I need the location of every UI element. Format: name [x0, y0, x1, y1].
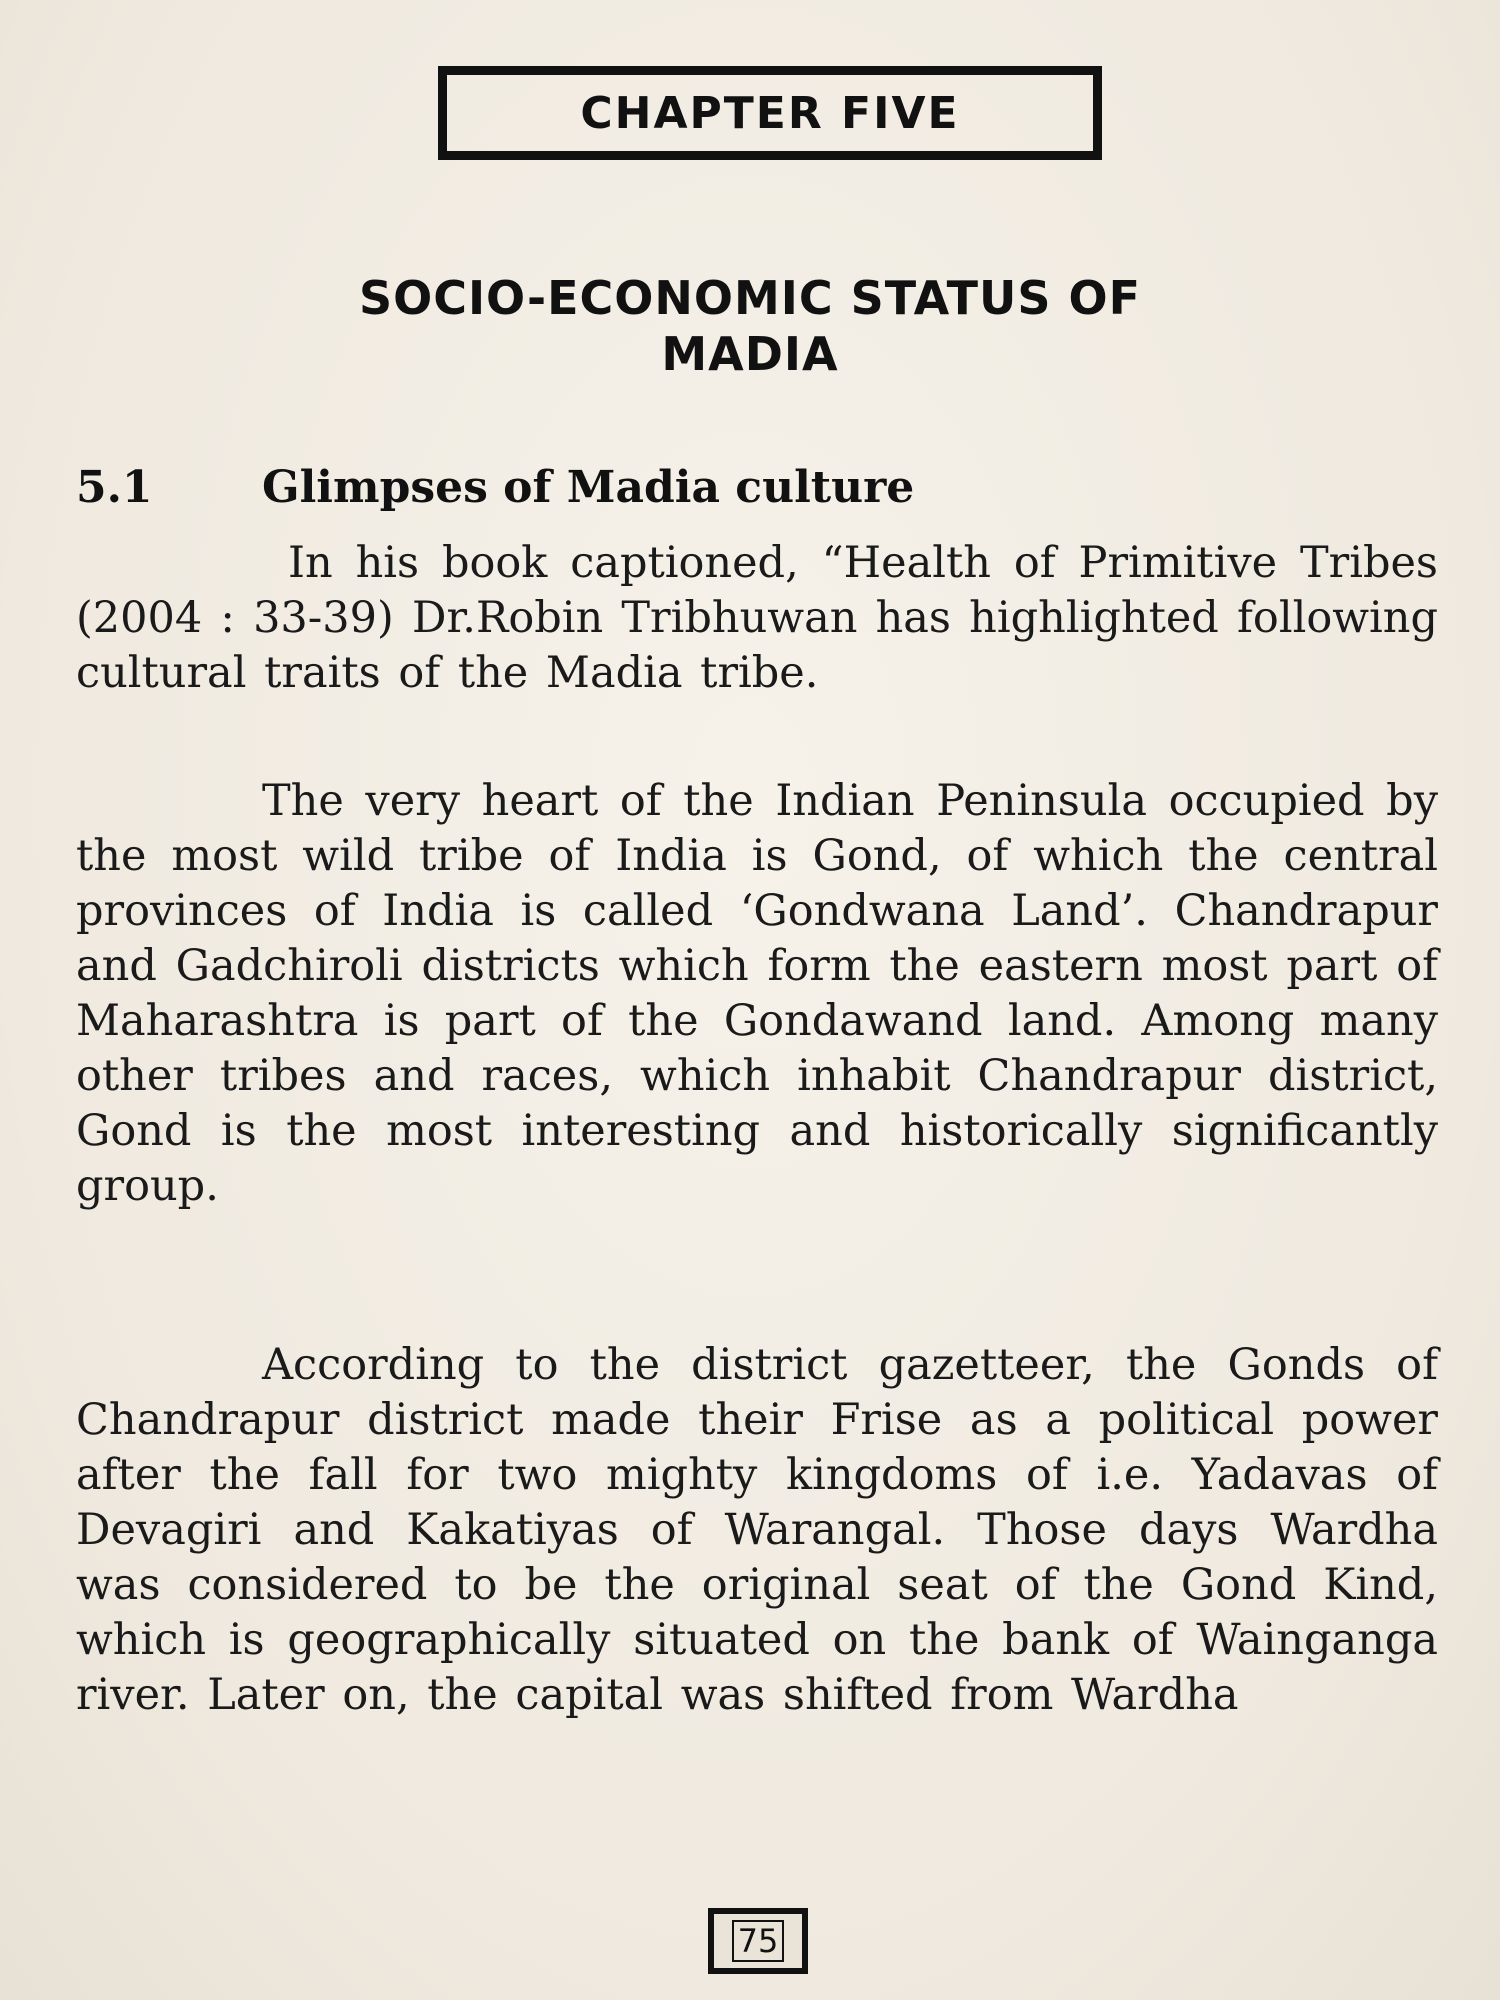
chapter-title — [60, 270, 1440, 382]
paragraph-1: In his book captioned, “Health of Primitive Tribes (2004 : 33-39) Dr.Robin Tribhuwan has highlighted following cultural traits of the Madia tribe. — [76, 538, 1438, 698]
chapter-label: CHAPTER FIVE — [580, 87, 960, 139]
chapter-title-line-1: SOCIO-ECONOMIC STATUS OF — [358, 271, 1142, 325]
page-number-box — [708, 1908, 808, 1974]
paragraph-3: According to the district gazetteer, the Gonds of Chandrapur district made their Frise as a political power after the fall for two mighty kingdoms of i.e. Yadavas of Devagiri and Kakatiyas of Warangal. Those days Wardha was considered to be the original seat of the Gond Kind, which is geographically situated on the bank of Wainganga river. Later on, the capital was shifted from Wardha — [76, 1340, 1438, 1720]
page-number: 75 — [732, 1920, 785, 1962]
paragraph-2: The very heart of the Indian Peninsula occupied by the most wild tribe of India is Gond, of which the central provinces of India is called ‘Gondwana Land’. Chandrapur and Gadchiroli districts which form the eastern most part of Maharashtra is part of the Gondawand land. Among many other tribes and races, which inhabit Chandrapur district, Gond is the most interesting and historically significantly group. — [76, 776, 1438, 1211]
chapter-heading-box — [438, 66, 1102, 160]
chapter-title-line-2: MADIA — [661, 327, 839, 381]
section-heading — [76, 462, 914, 513]
section-number: 5.1 — [76, 462, 153, 513]
section-title: Glimpses of Madia culture — [262, 462, 915, 513]
